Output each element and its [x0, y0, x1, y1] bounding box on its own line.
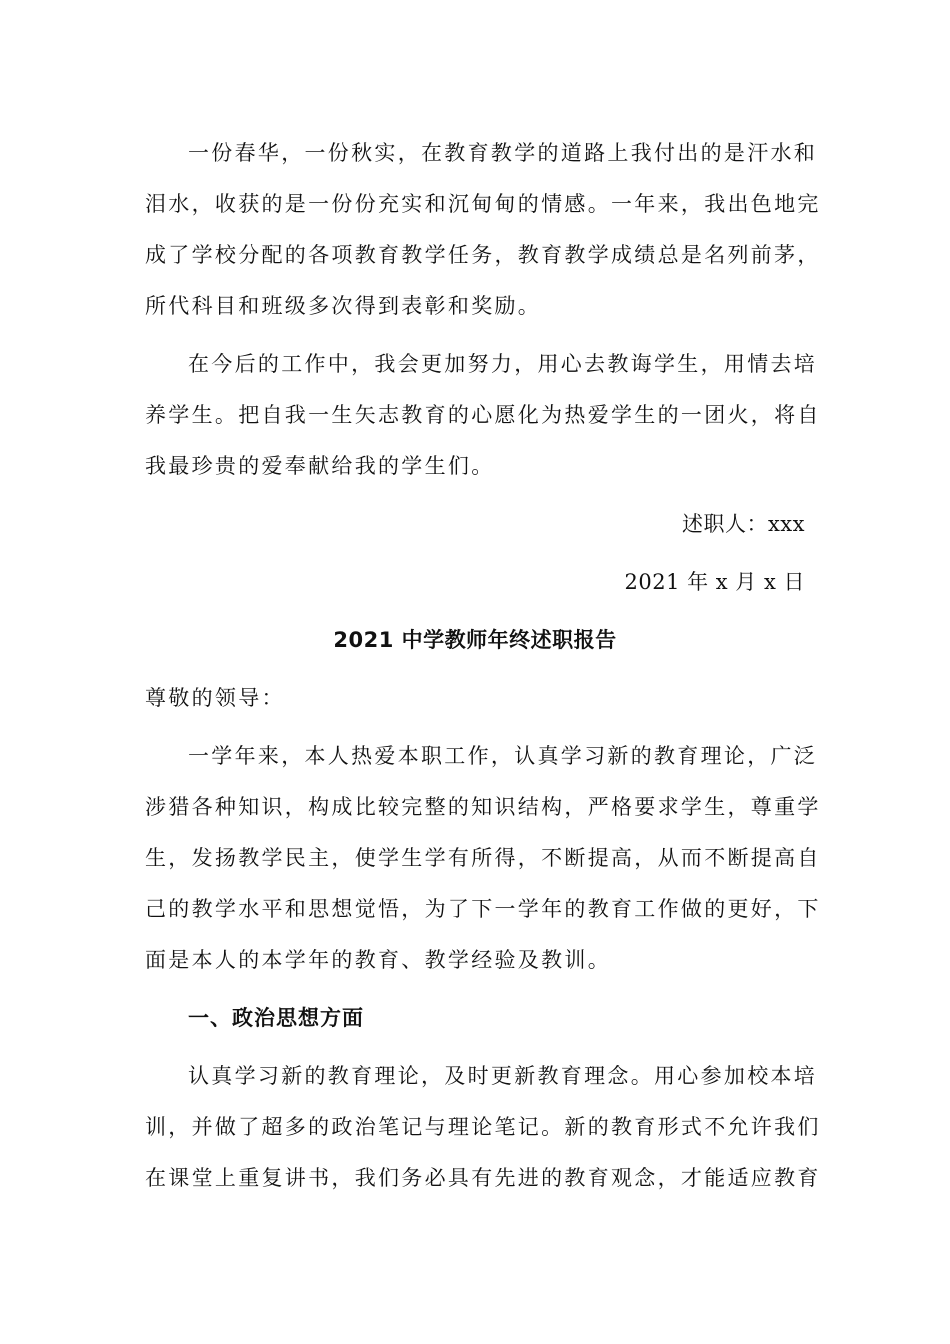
paragraph-future	[145, 339, 821, 492]
paragraph-line: 在今后的工作中，我会更加努力，用心去教诲学生，用情去培	[188, 352, 818, 376]
section-heading: 一、政治思想方面	[188, 1006, 364, 1030]
paragraph-line: 成了学校分配的各项教育教学任务，教育教学成绩总是名列前茅，	[145, 243, 821, 267]
paragraph-line: 在课堂上重复讲书，我们务必具有先进的教育观念，才能适应教育	[145, 1166, 821, 1190]
report-title: 2021 中学教师年终述职报告	[333, 628, 617, 652]
paragraph-line: 所代科目和班级多次得到表彰和奖励。	[145, 294, 542, 318]
paragraph-intro	[145, 731, 821, 986]
paragraph-line: 养学生。把自我一生矢志教育的心愿化为热爱学生的一团火，将自	[145, 403, 821, 427]
paragraph-line: 己的教学水平和思想觉悟，为了下一学年的教育工作做的更好，下	[145, 897, 821, 921]
paragraph-line: 训，并做了超多的政治笔记与理论笔记。新的教育形式不允许我们	[145, 1115, 821, 1139]
paragraph-line: 泪水，收获的是一份份充实和沉甸甸的情感。一年来，我出色地完	[145, 192, 821, 216]
paragraph-line: 我最珍贵的爱奉献给我的学生们。	[145, 454, 495, 478]
paragraph-line: 涉猎各种知识，构成比较完整的知识结构，严格要求学生，尊重学	[145, 795, 821, 819]
paragraph-summary	[145, 128, 821, 332]
paragraph-line: 生，发扬教学民主，使学生学有所得，不断提高，从而不断提高自	[145, 846, 821, 870]
salutation: 尊敬的领导：	[145, 686, 285, 710]
paragraph-line: 认真学习新的教育理论，及时更新教育理念。用心参加校本培	[188, 1064, 818, 1088]
signature-reporter: 述职人：xxx	[681, 512, 805, 536]
document-body	[145, 128, 821, 1204]
paragraph-line: 一学年来，本人热爱本职工作，认真学习新的教育理论，广泛	[188, 744, 818, 768]
paragraph-section1	[145, 1051, 821, 1204]
signature-date: 2021 年 x 月 x 日	[624, 570, 805, 594]
paragraph-line: 一份春华，一份秋实，在教育教学的道路上我付出的是汗水和	[188, 141, 818, 165]
paragraph-line: 面是本人的本学年的教育、教学经验及教训。	[145, 948, 611, 972]
